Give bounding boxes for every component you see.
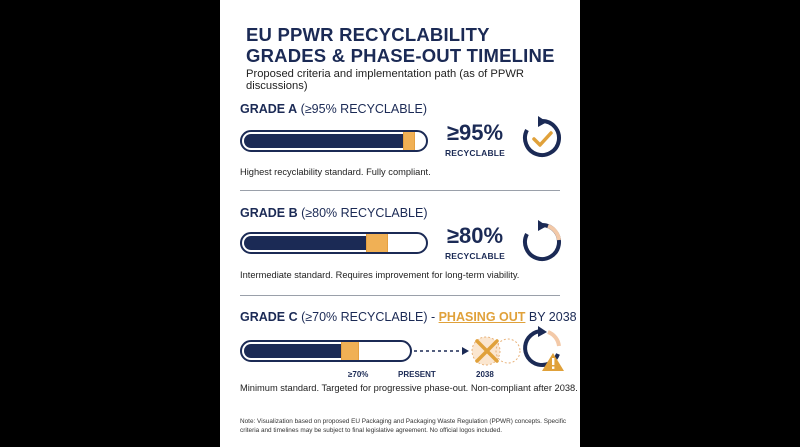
grade-a-heading	[240, 102, 427, 116]
footnote: Note: Visualization based on proposed EU Packaging and Packaging Waste Regulation (PPWR) concepts. Specific criteria and timelines may be subject to final legislative agreement. No official logos included.	[240, 418, 567, 434]
grade-b-progress-bar	[240, 232, 428, 254]
recycle-check-icon	[520, 116, 564, 160]
grade-b-description: Intermediate standard. Requires improvement for long-term viability.	[240, 270, 520, 280]
grade-a-progress-bar	[240, 130, 428, 152]
infographic-card	[220, 0, 580, 447]
grade-b-percent-label: RECYCLABLE	[444, 251, 506, 261]
divider	[240, 190, 560, 191]
grade-c-description: Minimum standard. Targeted for progressive phase-out. Non-compliant after 2038.	[240, 383, 578, 393]
phase-out-x-icon	[474, 338, 500, 364]
threshold-label: ≥70%	[348, 370, 369, 379]
recycle-warning-icon	[520, 326, 566, 372]
year-2038-label: 2038	[476, 370, 494, 379]
grade-b-criteria: (≥80% RECYCLABLE)	[297, 206, 428, 220]
divider	[240, 295, 560, 296]
page-subtitle: Proposed criteria and implementation path (as of PPWR discussions)	[246, 68, 524, 92]
grade-c-threshold-marker	[341, 340, 359, 362]
grade-b-threshold-marker	[366, 232, 388, 254]
grade-c-name: GRADE C	[240, 310, 298, 324]
recycle-arrow-icon	[520, 220, 564, 264]
grade-a-criteria: (≥95% RECYCLABLE)	[297, 102, 428, 116]
phasing-out-highlight: PHASING OUT	[438, 310, 526, 324]
grade-c-heading	[240, 310, 577, 324]
timeline-arrow	[412, 334, 522, 368]
grade-b-percent: ≥80%	[446, 223, 504, 248]
grade-a-percent: ≥95%	[446, 120, 504, 145]
grade-a-description: Highest recyclability standard. Fully compliant.	[240, 167, 431, 177]
grade-a-percent-label: RECYCLABLE	[444, 148, 506, 158]
grade-c-criteria: (≥70% RECYCLABLE) -	[297, 310, 439, 324]
grade-a-threshold-marker	[403, 130, 415, 152]
grade-a-name: GRADE A	[240, 102, 298, 116]
grade-c-deadline: BY 2038	[525, 310, 577, 324]
page-title: EU PPWR RECYCLABILITY GRADES & PHASE-OUT TIMELINE	[246, 24, 555, 66]
grade-b-name: GRADE B	[240, 206, 298, 220]
present-label: PRESENT	[398, 370, 436, 379]
grade-a-fill	[244, 134, 415, 148]
grade-b-heading	[240, 206, 427, 220]
grade-c-progress-bar	[240, 340, 412, 362]
